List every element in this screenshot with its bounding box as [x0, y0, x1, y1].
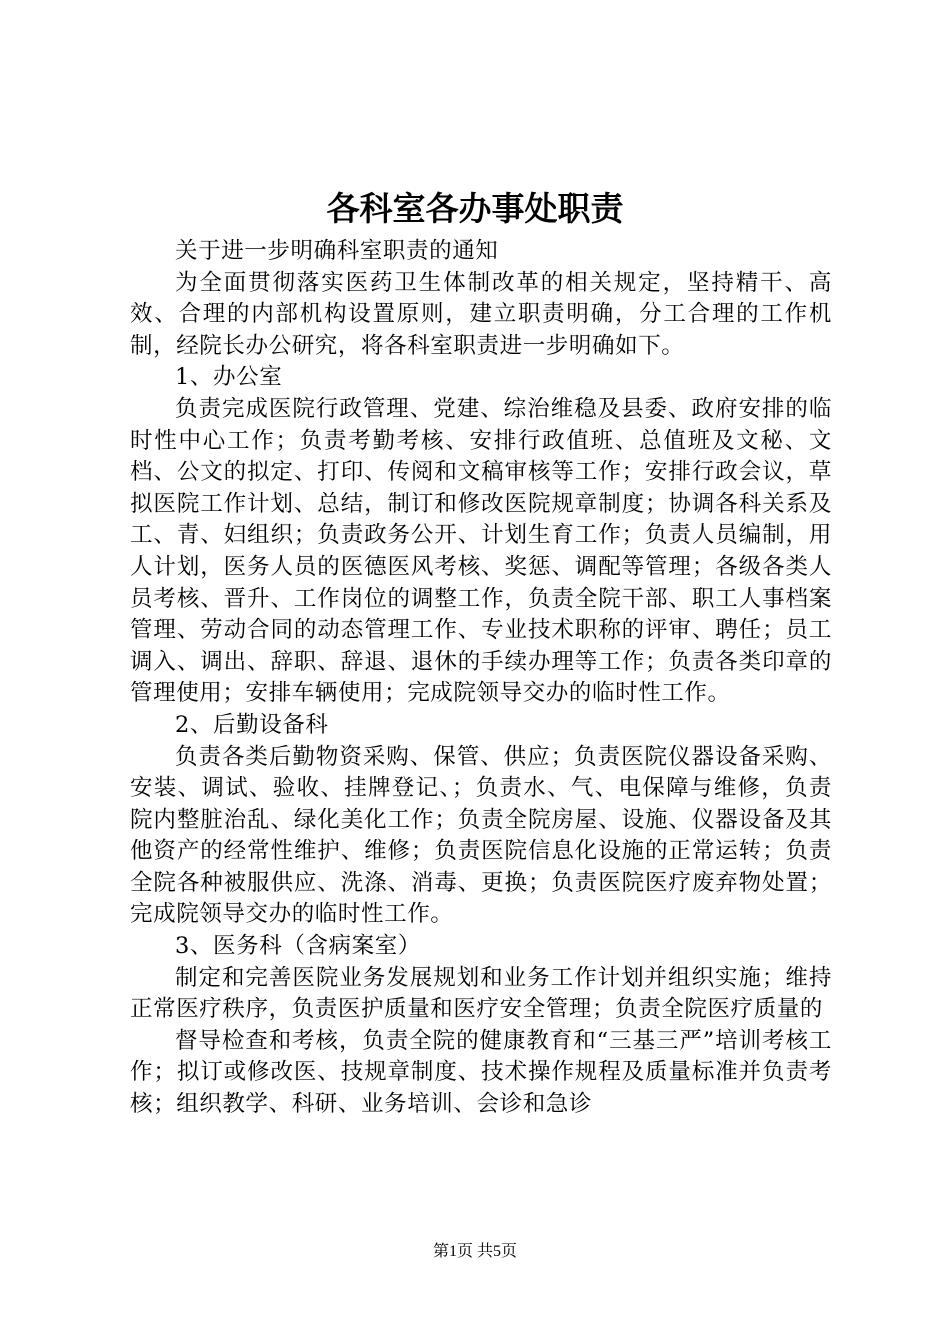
page-number-footer: 第1页 共5页: [432, 1243, 517, 1260]
section-heading-office: 1、办公室: [175, 364, 283, 391]
section-body-logistics: 负责各类后勤物资采购、保管、供应；负责医院仪器设备采购、安装、调试、验收、挂牌登记、；负责水、气、电保障与维修，负责院内整脏治乱、绿化美化工作；负责全院房屋、设施、仪器设备及其他资产的经常性维护、维修；负责医院信息化设施的正常运转；负责全院各种被服供应、洗涤、消毒、更换；负责医院医疗废弃物处置；完成院领导交办的临时性工作。: [130, 743, 832, 928]
section-heading-medical: 3、医务科（含病案室）: [175, 933, 421, 960]
section-body-medical-continued: 督导检查和考核，负责全院的健康教育和“三基三严”培训考核工作；拟订或修改医、技规章制度、技术操作规程及质量标准并负责考核；组织教学、科研、业务培训、会诊和急诊: [130, 1027, 832, 1118]
intro-paragraph: 为全面贯彻落实医药卫生体制改革的相关规定，坚持精干、高效、合理的内部机构设置原则，建立职责明确，分工合理的工作机制，经院长办公研究，将各科室职责进一步明确如下。: [130, 269, 832, 359]
notice-heading: 关于进一步明确科室职责的通知: [175, 238, 499, 264]
section-heading-logistics: 2、后勤设备科: [175, 711, 329, 738]
document-title: 各科室各办事处职责: [326, 189, 624, 228]
document-body: [130, 236, 832, 1121]
section-body-medical: 制定和完善医院业务发展规划和业务工作计划并组织实施；维持正常医疗秩序，负责医护质量和医疗安全管理；负责全院医疗质量的: [130, 964, 832, 1023]
section-body-office: 负责完成医院行政管理、党建、综治维稳及县委、政府安排的临时性中心工作；负责考勤考核、安排行政值班、总值班及文秘、文档、公文的拟定、打印、传阅和文稿审核等工作；安排行政会议，草拟医院工作计划、总结，制订和修改医院规章制度；协调各科关系及工、青、妇组织；负责政务公开、计划生育工作；负责人员编制，用人计划，医务人员的医德医风考核、奖惩、调配等管理；各级各类人员考核、晋升、工作岗位的调整工作，负责全院干部、职工人事档案管理、劳动合同的动态管理工作、专业技术职称的评审、聘任；员工调入、调出、辞职、辞退、退休的手续办理等工作；负责各类印章的管理使用；安排车辆使用；完成院领导交办的临时性工作。: [130, 395, 832, 707]
